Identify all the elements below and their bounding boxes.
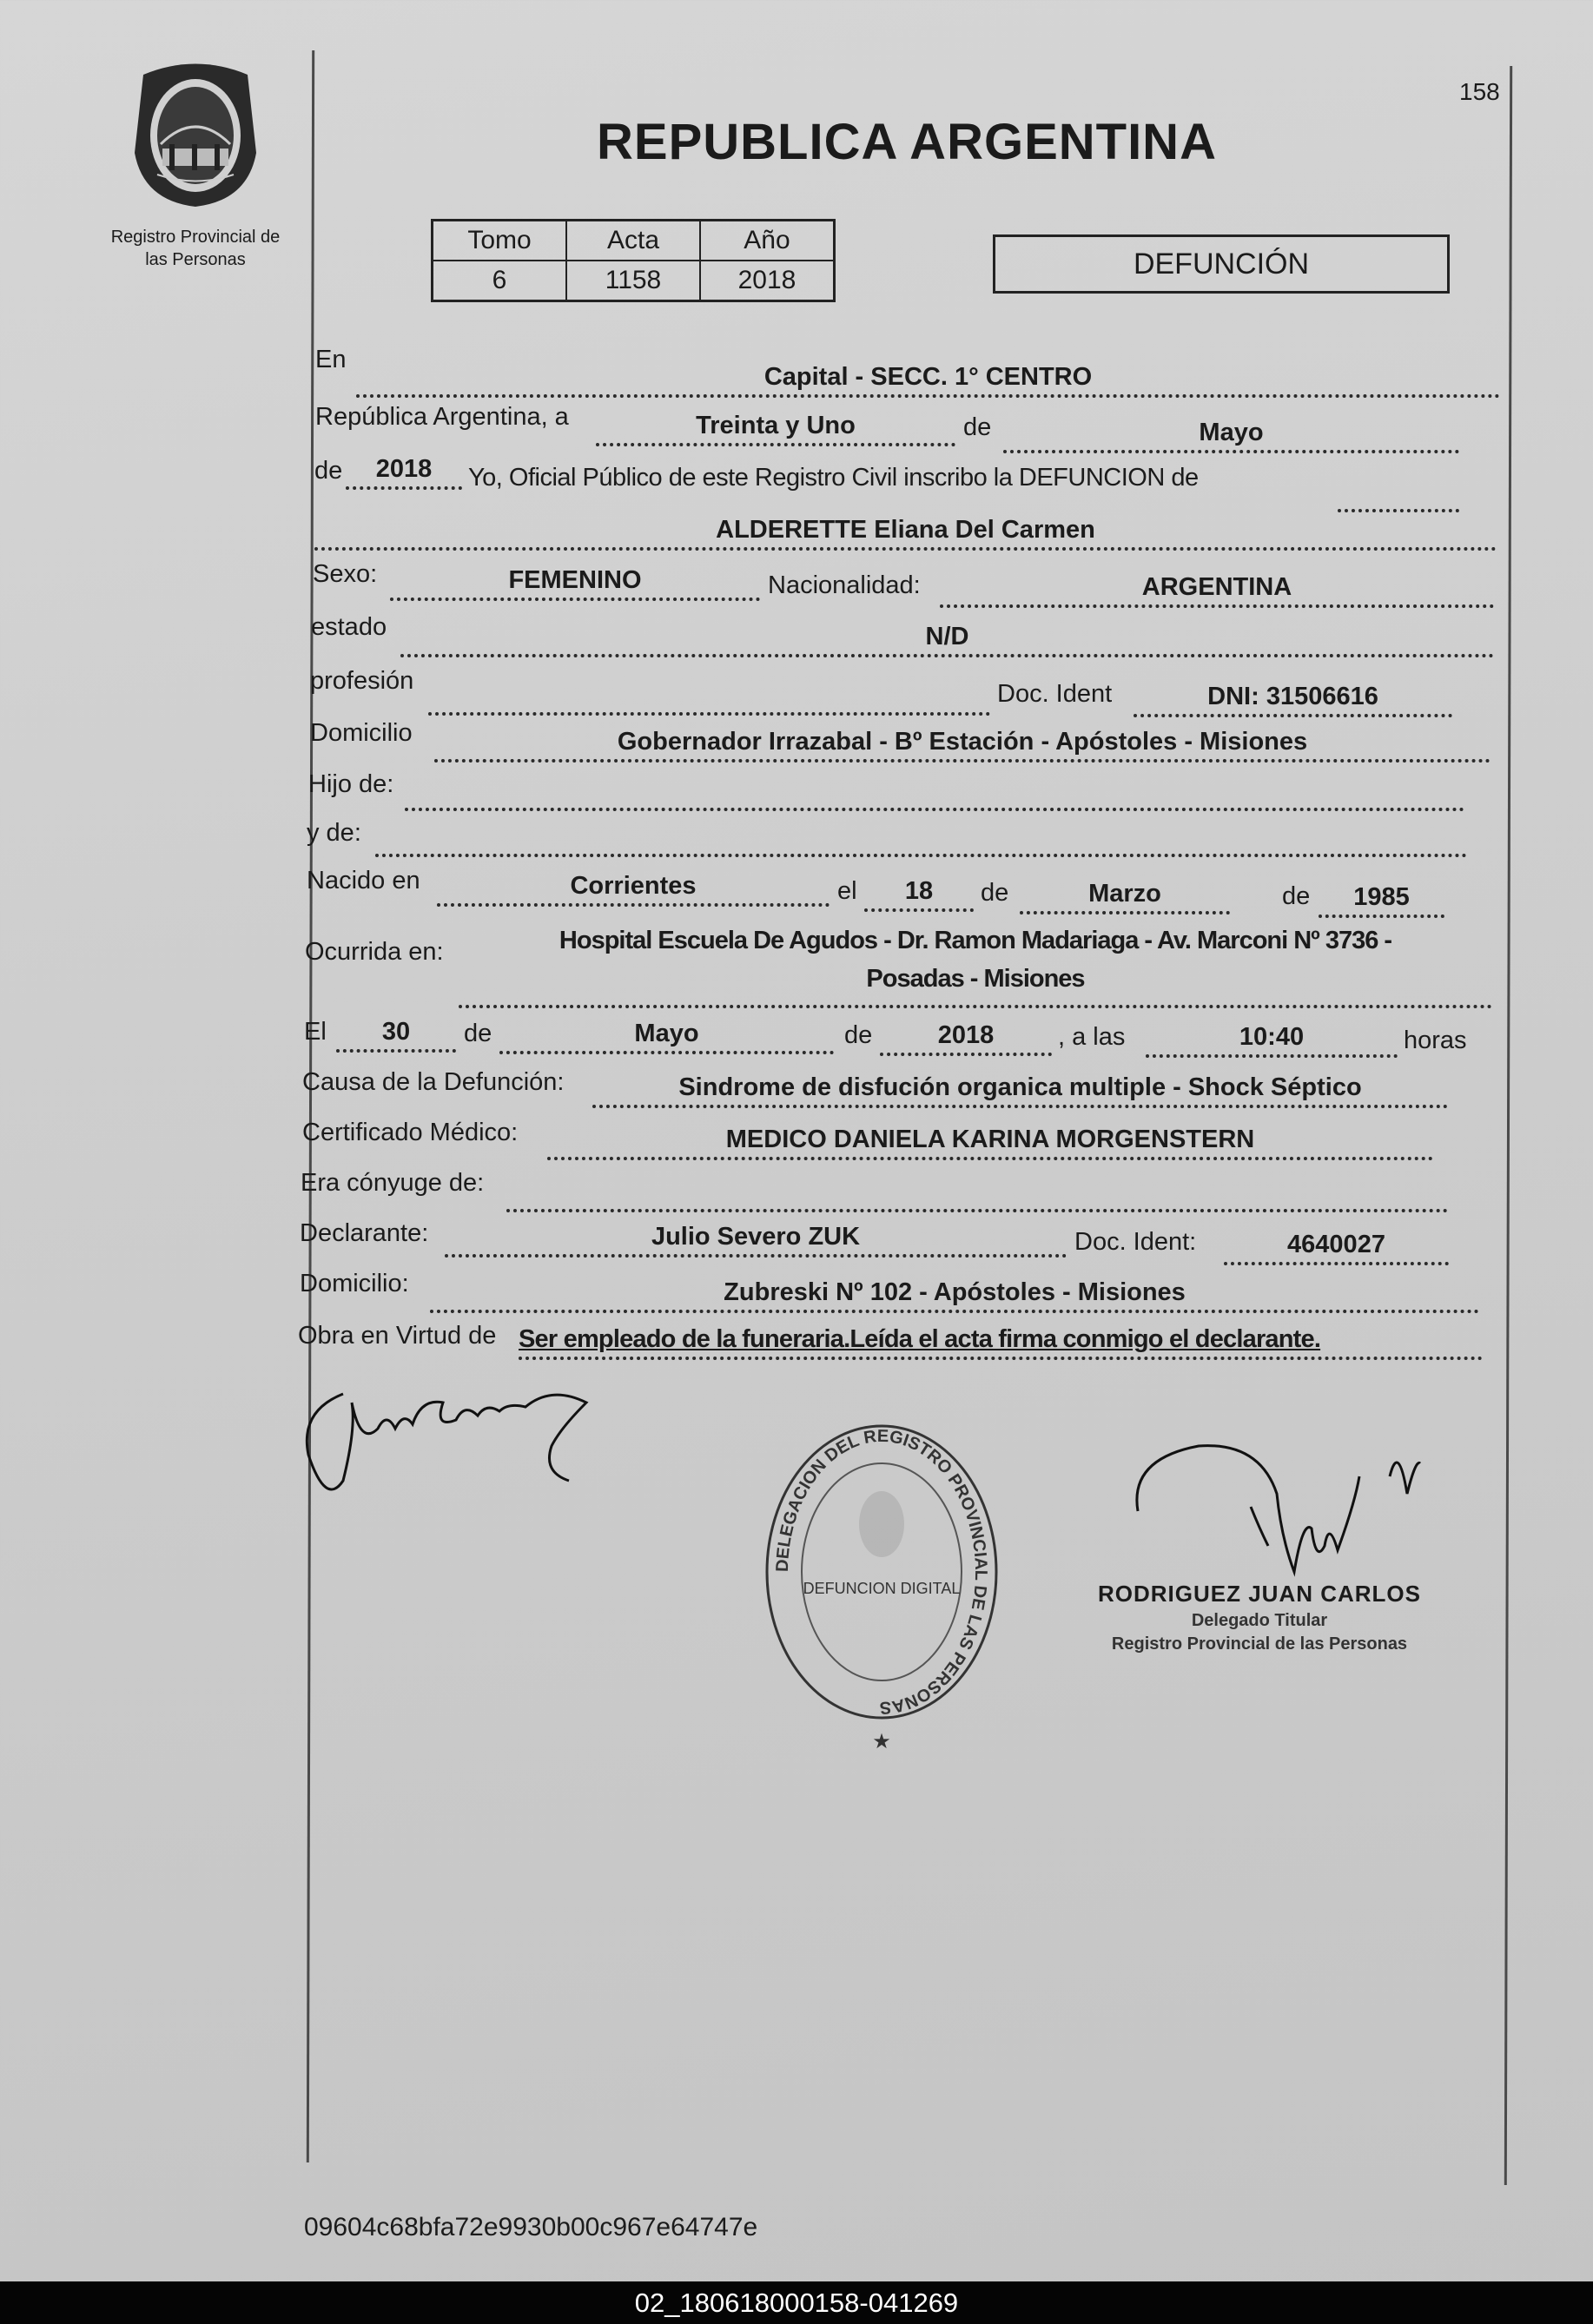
value-ano: 2018 xyxy=(700,261,835,301)
statement-text: Yo, Oficial Público de este Registro Civil inscribo la DEFUNCION de xyxy=(468,464,1199,492)
profesion-field xyxy=(428,677,990,716)
record-table-value-row xyxy=(433,261,835,301)
stamp-star-icon: ★ xyxy=(872,1730,891,1753)
header-ano: Año xyxy=(700,221,835,261)
signer-block xyxy=(1077,1581,1442,1654)
en-label: En xyxy=(315,346,347,373)
dec-domicilio-label: Domicilio: xyxy=(300,1270,409,1297)
birth-year-field: 1985 xyxy=(1319,880,1444,918)
registry-caption-line: las Personas xyxy=(145,250,246,269)
deceased-name-field: ALDERETTE Eliana Del Carmen xyxy=(314,512,1497,551)
document-hash: 09604c68bfa72e9930b00c967e64747e xyxy=(304,2213,758,2241)
birth-month-field: Marzo xyxy=(1020,876,1230,914)
domicilio-label: Domicilio xyxy=(310,719,413,747)
statement-blank xyxy=(1338,474,1459,512)
de-label: de xyxy=(314,457,343,485)
death-place-line: Hospital Escuela De Agudos - Dr. Ramon Madariaga - Av. Marconi Nº 3736 - xyxy=(559,927,1392,954)
declarante-doc-field: 4640027 xyxy=(1224,1227,1449,1265)
causa-field: Sindrome de disfución organica multiple - Shock Séptico xyxy=(592,1070,1448,1108)
registry-caption xyxy=(87,226,304,271)
conyuge-field xyxy=(506,1174,1448,1212)
hijo-label: Hijo de: xyxy=(308,770,394,798)
nacionalidad-label: Nacionalidad: xyxy=(768,571,921,599)
place-field: Capital - SECC. 1° CENTRO xyxy=(356,360,1500,398)
record-table xyxy=(431,219,836,302)
conyuge-label: Era cónyuge de: xyxy=(301,1169,485,1197)
day-text-field: Treinta y Uno xyxy=(596,408,955,446)
stamp-outer-text: DELEGACION DEL REGISTRO PROVINCIAL DE LAS PERSONAS xyxy=(772,1426,991,1718)
declarante-field: Julio Severo ZUK xyxy=(445,1219,1067,1258)
left-margin-line xyxy=(307,50,314,2162)
declarant-signature xyxy=(291,1377,638,1515)
sexo-field: FEMENINO xyxy=(390,563,760,601)
month-field: Mayo xyxy=(1003,415,1459,453)
header-acta: Acta xyxy=(566,221,700,261)
yde-field xyxy=(375,819,1467,857)
header-tomo: Tomo xyxy=(433,221,567,261)
obra-label: Obra en Virtud de xyxy=(298,1322,497,1350)
signer-title: Delegado Titular xyxy=(1191,1611,1328,1630)
sexo-label: Sexo: xyxy=(313,560,378,588)
official-signature xyxy=(1129,1424,1442,1581)
value-tomo: 6 xyxy=(433,261,567,301)
page-number: 158 xyxy=(1459,78,1500,105)
domicilio-field: Gobernador Irrazabal - Bº Estación - Apóstoles - Misiones xyxy=(434,724,1491,763)
official-stamp xyxy=(760,1420,1003,1754)
record-type-box: DEFUNCIÓN xyxy=(993,234,1450,294)
alas-label: , a las xyxy=(1058,1023,1126,1051)
rep-label: República Argentina, a xyxy=(315,403,569,431)
profesion-label: profesión xyxy=(310,667,414,695)
yde-label: y de: xyxy=(307,819,361,847)
ocurrida-label: Ocurrida en: xyxy=(305,938,444,966)
death-place-line: Posadas - Misiones xyxy=(866,965,1085,993)
certificado-label: Certificado Médico: xyxy=(302,1119,519,1146)
signer-name: RODRIGUEZ JUAN CARLOS xyxy=(1097,1581,1421,1607)
svg-text:DELEGACION DEL REGISTRO PROVIN xyxy=(773,1427,990,1717)
footer-filename-bar: 02_180618000158-041269 xyxy=(0,2281,1593,2324)
birth-day-field: 18 xyxy=(864,874,974,912)
document-title: REPUBLICA ARGENTINA xyxy=(597,114,1217,170)
value-acta: 1158 xyxy=(566,261,700,301)
horas-label: horas xyxy=(1404,1027,1467,1054)
el-label: el xyxy=(837,877,857,905)
registry-caption-line: Registro Provincial de xyxy=(110,228,281,247)
estado-field: N/D xyxy=(400,619,1494,657)
death-place-field xyxy=(459,921,1492,1008)
estado-label: estado xyxy=(311,613,387,641)
birthplace-field: Corrientes xyxy=(437,868,830,907)
stamp-inner-text: DEFUNCION DIGITAL xyxy=(803,1580,961,1597)
doc-ident-field: DNI: 31506616 xyxy=(1134,679,1452,717)
death-day-field: 30 xyxy=(336,1014,456,1053)
death-time-field: 10:40 xyxy=(1146,1020,1398,1058)
de-label: de xyxy=(464,1020,492,1047)
de-label: de xyxy=(1282,882,1311,910)
hijo-field xyxy=(405,773,1464,811)
declarante-label: Declarante: xyxy=(300,1219,429,1247)
nacionalidad-field: ARGENTINA xyxy=(940,570,1494,608)
obra-field: Ser empleado de la funeraria.Leída el acta firma conmigo el declarante. xyxy=(519,1322,1483,1360)
dec-domicilio-field: Zubreski Nº 102 - Apóstoles - Misiones xyxy=(430,1275,1479,1313)
certificado-field: MEDICO DANIELA KARINA MORGENSTERN xyxy=(547,1122,1433,1160)
de-label: de xyxy=(844,1021,873,1049)
signer-office: Registro Provincial de las Personas xyxy=(1111,1634,1408,1654)
year-field: 2018 xyxy=(346,452,462,490)
record-table-header-row xyxy=(433,221,835,261)
declarante-doc-label: Doc. Ident: xyxy=(1074,1228,1197,1256)
death-year-field: 2018 xyxy=(880,1018,1052,1056)
de-label: de xyxy=(981,879,1009,907)
doc-ident-label: Doc. Ident xyxy=(997,680,1113,708)
el-label: El xyxy=(304,1018,327,1046)
de-label: de xyxy=(963,413,992,441)
causa-label: Causa de la Defunción: xyxy=(302,1068,565,1096)
right-margin-line xyxy=(1504,66,1512,2185)
nacido-label: Nacido en xyxy=(307,867,420,895)
death-month-field: Mayo xyxy=(499,1016,834,1054)
